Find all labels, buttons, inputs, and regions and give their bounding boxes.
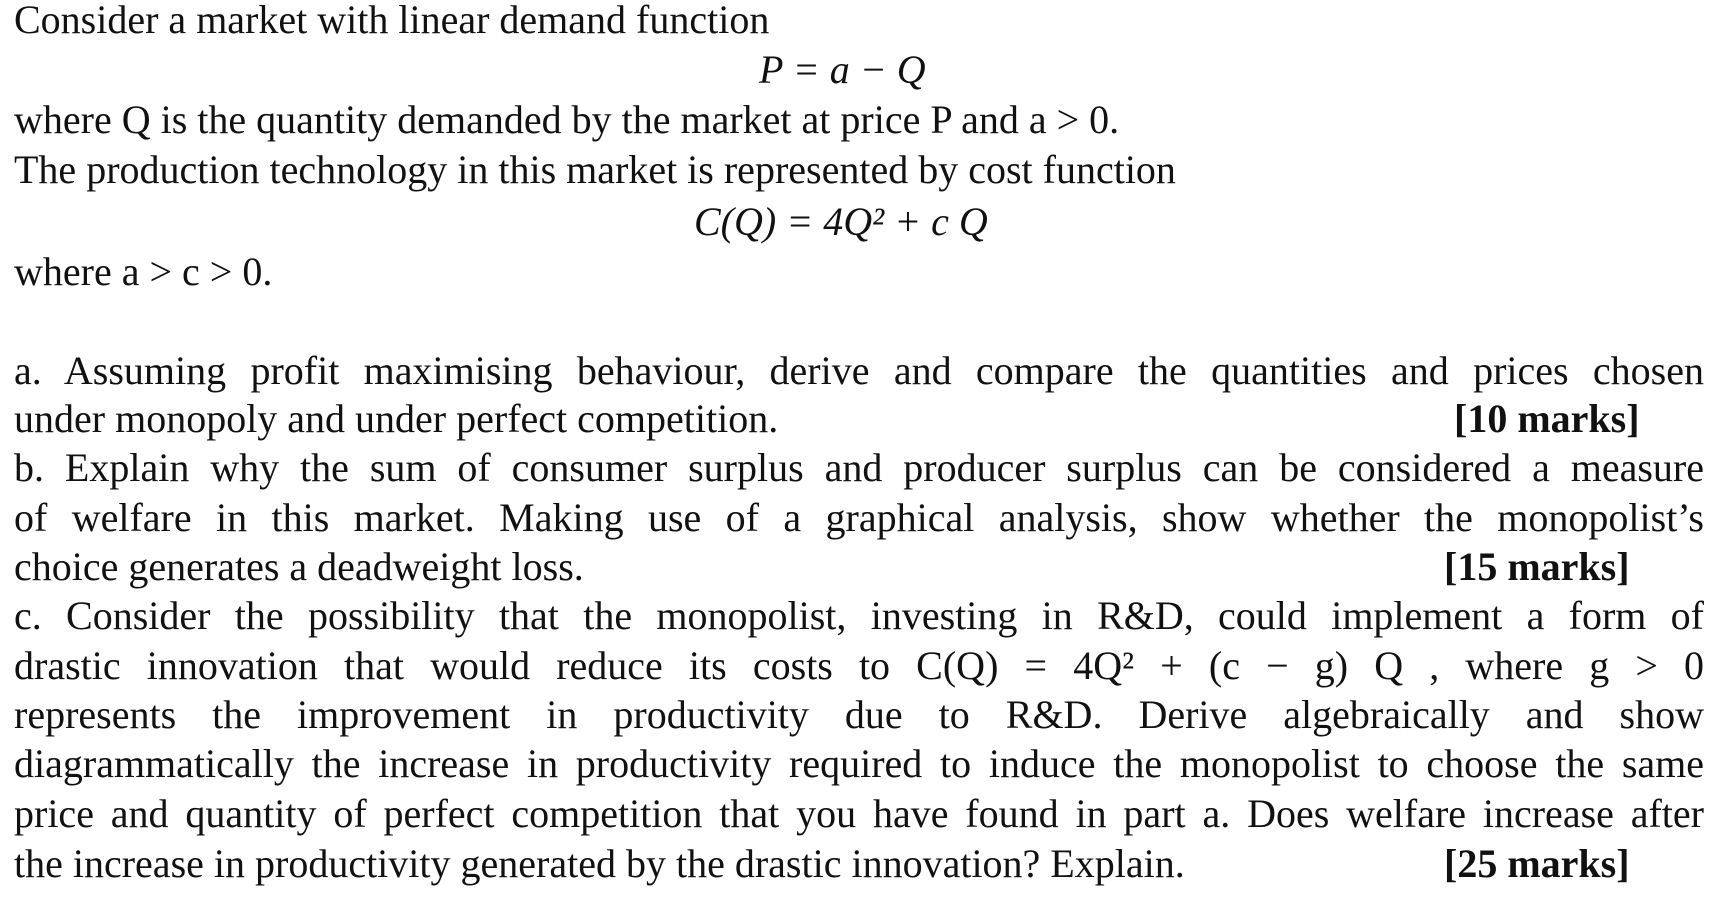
cost-equation: C(Q) = 4Q² + c Q xyxy=(694,199,988,244)
intro-line-3: The production technology in this market is represented by cost function xyxy=(14,147,1176,192)
question-a-line-1: a. Assuming profit maximising behaviour, derive and compare the quantities and prices chosen xyxy=(14,348,1704,393)
question-c-line-5: price and quantity of perfect competition that you have found in part a. Does welfare increase after xyxy=(14,791,1704,836)
intro-line-4: where a > c > 0. xyxy=(14,249,273,294)
question-c-line-3: represents the improvement in productivity due to R&D. Derive algebraically and show xyxy=(14,692,1704,737)
question-b-line-2: of welfare in this market. Making use of a graphical analysis, show whether the monopolist’s xyxy=(14,495,1704,540)
question-b-line-1: b. Explain why the sum of consumer surplus and producer surplus can be considered a measure xyxy=(14,445,1704,490)
question-a-marks: [10 marks] xyxy=(1454,396,1640,441)
question-c-line-6: the increase in productivity generated by the drastic innovation? Explain. xyxy=(14,841,1185,886)
question-c-line-4: diagrammatically the increase in productivity required to induce the monopolist to choose the same xyxy=(14,741,1704,786)
question-b-marks: [15 marks] xyxy=(1444,544,1630,589)
demand-equation: P = a − Q xyxy=(759,47,926,92)
question-a-line-2: under monopoly and under perfect competition. xyxy=(14,396,779,441)
question-c-line-2: drastic innovation that would reduce its costs to C(Q) = 4Q² + (c − g) Q , where g > 0 xyxy=(14,643,1704,688)
intro-line-2: where Q is the quantity demanded by the market at price P and a > 0. xyxy=(14,97,1120,142)
intro-line-1: Consider a market with linear demand function xyxy=(14,0,770,42)
question-b-line-3: choice generates a deadweight loss. xyxy=(14,544,584,589)
question-c-line-1: c. Consider the possibility that the monopolist, investing in R&D, could implement a form of xyxy=(14,593,1704,638)
question-c-marks: [25 marks] xyxy=(1444,841,1630,886)
